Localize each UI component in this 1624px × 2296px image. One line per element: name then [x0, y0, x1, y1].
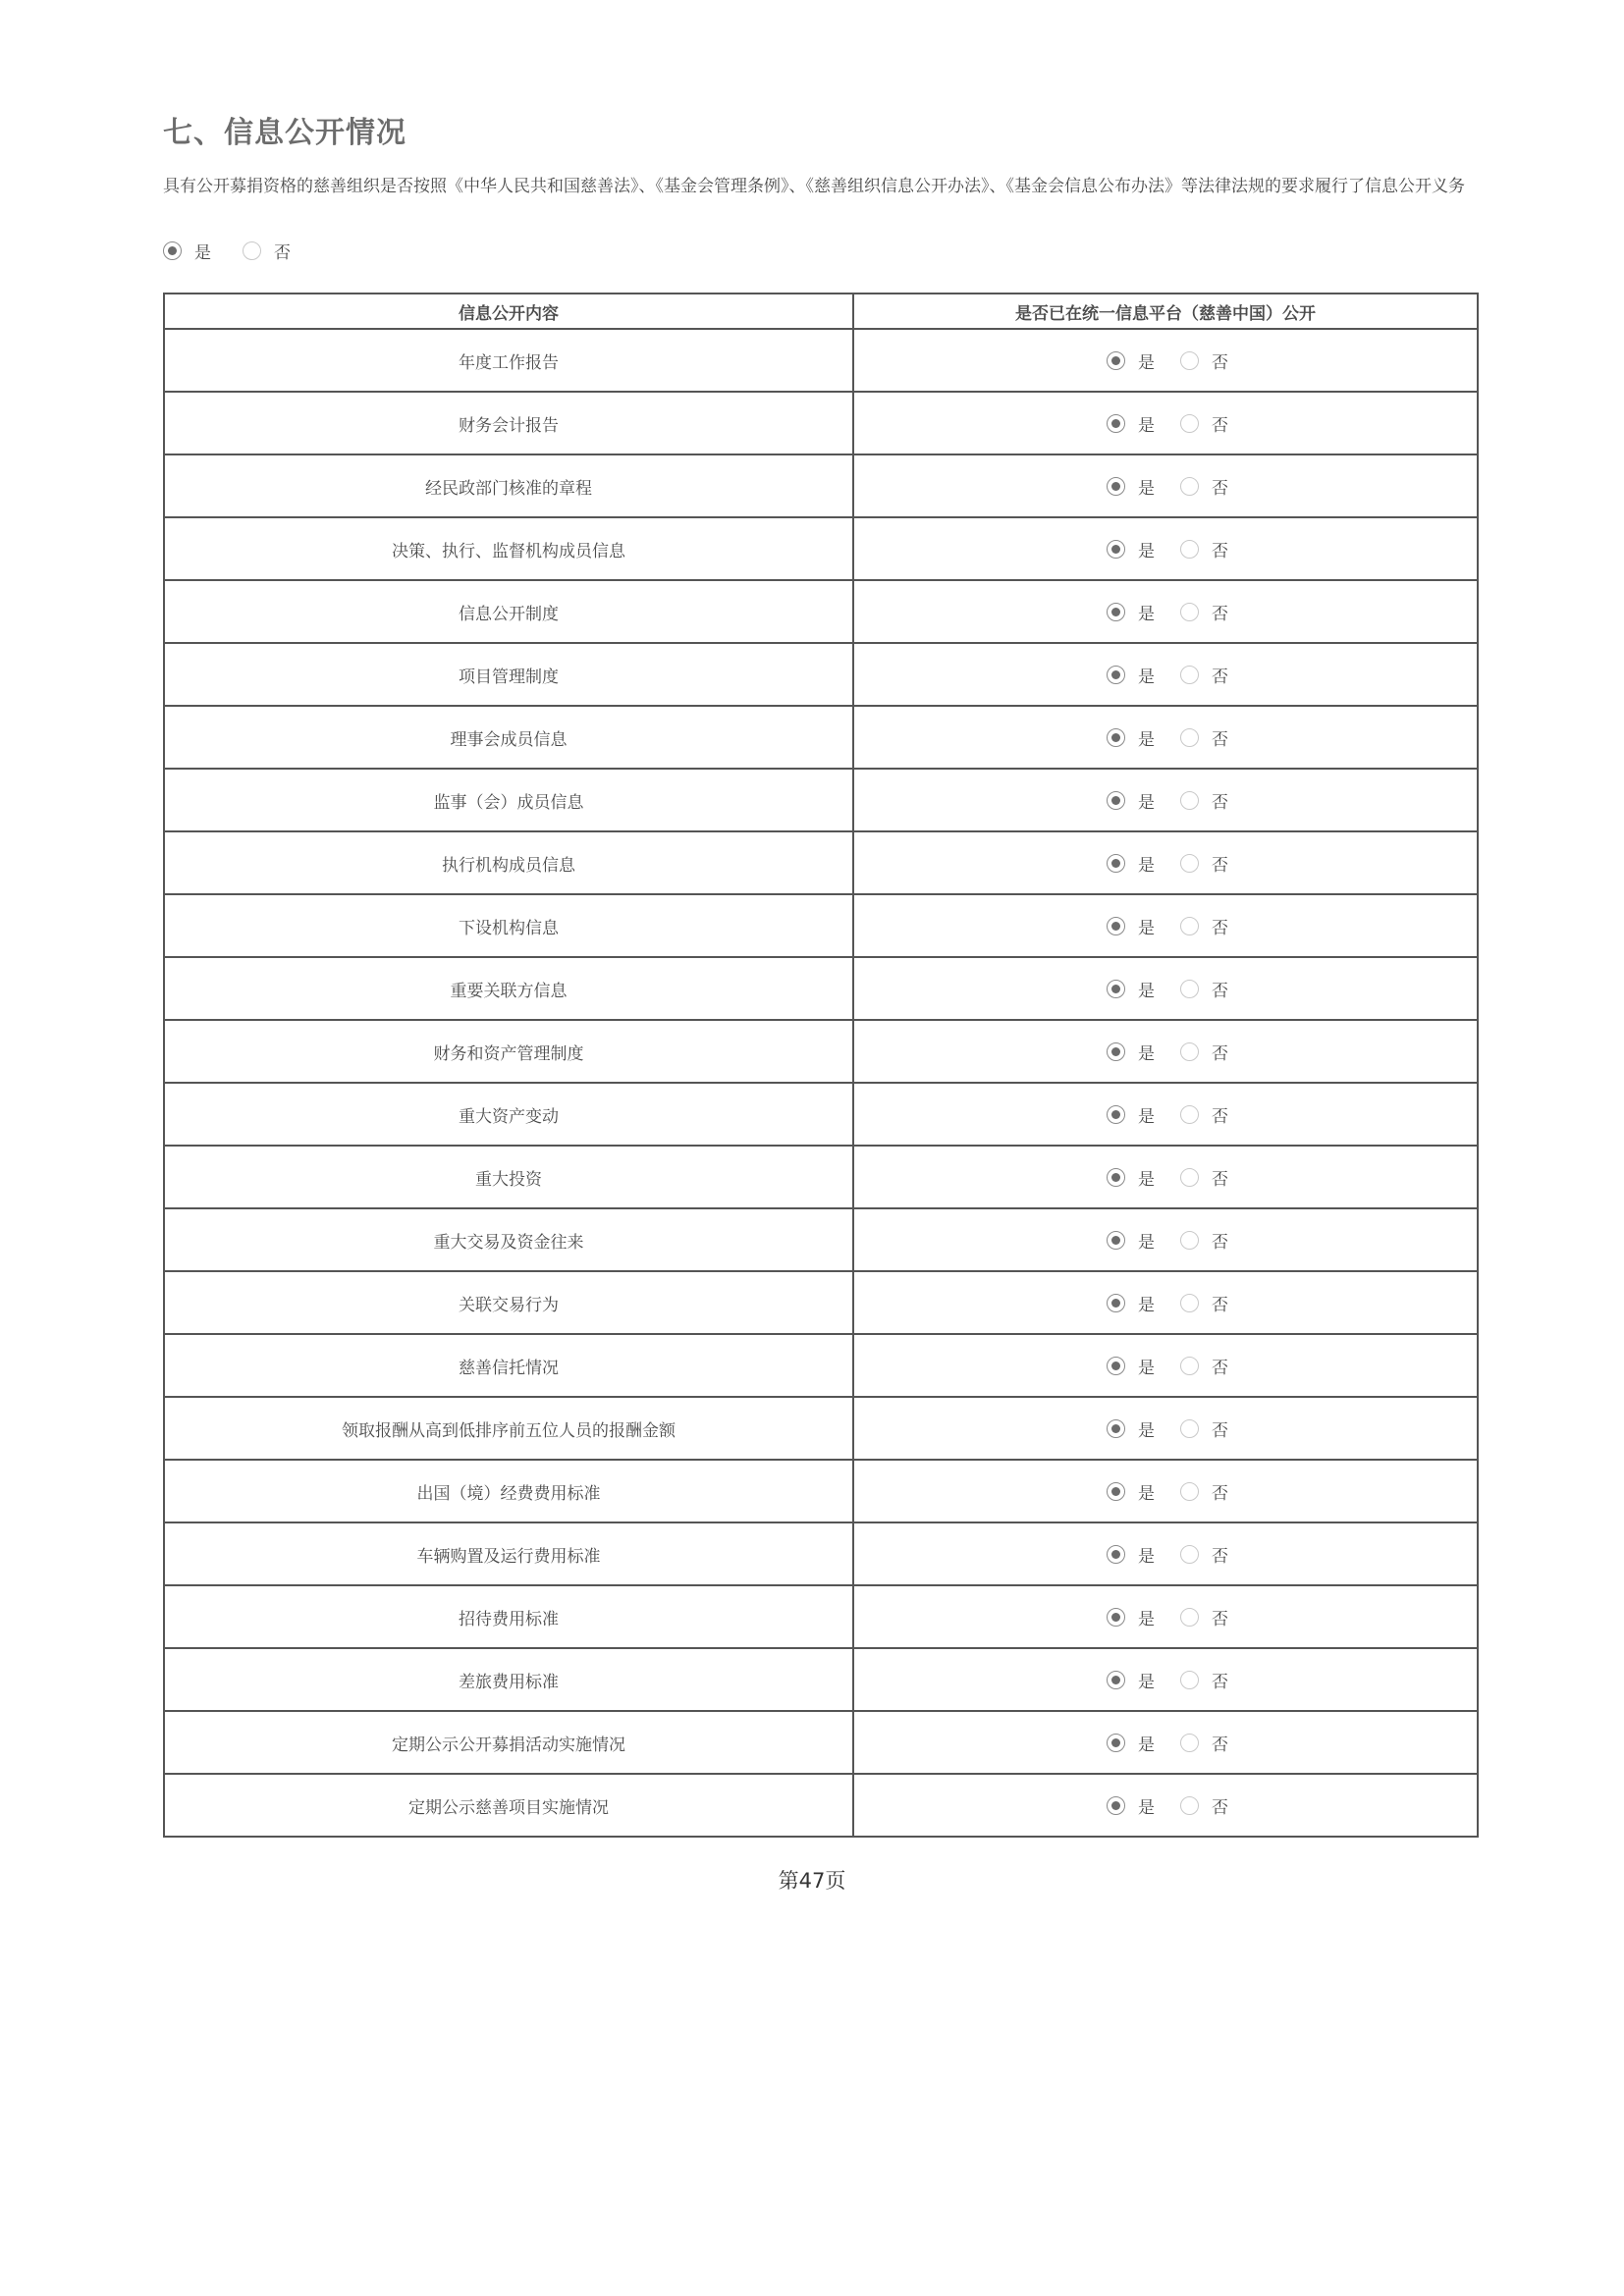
disclosure-item: 执行机构成员信息: [164, 831, 853, 894]
yes-radio[interactable]: [1107, 1796, 1125, 1815]
qualification-no-radio[interactable]: [243, 241, 261, 260]
published-radio-group: [1107, 851, 1228, 876]
no-label: 否: [1212, 1483, 1228, 1504]
disclosure-item: 招待费用标准: [164, 1585, 853, 1648]
table-row: [164, 580, 1478, 643]
yes-radio[interactable]: [1107, 1357, 1125, 1375]
yes-radio[interactable]: [1107, 1419, 1125, 1438]
published-radio-group: [1107, 1668, 1228, 1692]
published-radio-group: [1107, 1731, 1228, 1755]
table-row: [164, 1271, 1478, 1334]
radio-selected-dot: [1111, 1550, 1120, 1559]
qualification-answer-group: [163, 239, 322, 263]
no-radio[interactable]: [1180, 1796, 1199, 1815]
disclosure-item: 重大投资: [164, 1146, 853, 1208]
no-label: 否: [1212, 478, 1228, 499]
published-radio-group: [1107, 1228, 1228, 1253]
radio-selected-dot: [1111, 859, 1120, 868]
disclosure-item: 重大资产变动: [164, 1083, 853, 1146]
radio-selected-dot: [1111, 985, 1120, 993]
published-status-cell: [853, 1397, 1478, 1460]
disclosure-item: 车辆购置及运行费用标准: [164, 1522, 853, 1585]
yes-label: 是: [1138, 1672, 1155, 1692]
no-label: 否: [1212, 1546, 1228, 1567]
disclosure-item: 经民政部门核准的章程: [164, 454, 853, 517]
section-title: 七、信息公开情况: [163, 116, 406, 150]
table-row: [164, 329, 1478, 392]
radio-selected-dot: [1111, 1236, 1120, 1245]
no-radio[interactable]: [1180, 1419, 1199, 1438]
yes-label: 是: [1138, 1232, 1155, 1253]
table-row: [164, 392, 1478, 454]
disclosure-item: 下设机构信息: [164, 894, 853, 957]
published-status-cell: [853, 831, 1478, 894]
published-status-cell: [853, 454, 1478, 517]
qualification-question: 具有公开募捐资格的慈善组织是否按照《中华人民共和国慈善法》、《基金会管理条例》、《慈善组织信息公开办法》、《基金会信息公布办法》等法律法规的要求履行了信息公开义务: [163, 177, 1465, 196]
no-radio[interactable]: [1180, 477, 1199, 496]
disclosure-item: 年度工作报告: [164, 329, 853, 392]
table-row: [164, 706, 1478, 769]
yes-label: 是: [1138, 1043, 1155, 1064]
radio-selected-dot: [168, 246, 177, 255]
published-radio-group: [1107, 1165, 1228, 1190]
table-header-row: [164, 294, 1478, 329]
no-label: 否: [1212, 918, 1228, 938]
yes-radio[interactable]: [1107, 917, 1125, 935]
yes-radio[interactable]: [1107, 1105, 1125, 1124]
yes-label: 是: [1138, 792, 1155, 813]
table-row: [164, 1522, 1478, 1585]
published-status-cell: [853, 894, 1478, 957]
disclosure-item: 出国（境）经费费用标准: [164, 1460, 853, 1522]
yes-radio[interactable]: [1107, 1608, 1125, 1627]
published-status-cell: [853, 1146, 1478, 1208]
yes-radio[interactable]: [1107, 666, 1125, 684]
published-radio-group: [1107, 1605, 1228, 1629]
disclosure-item: 财务会计报告: [164, 392, 853, 454]
yes-label: 是: [1138, 1609, 1155, 1629]
no-label: 否: [1212, 1797, 1228, 1818]
radio-selected-dot: [1111, 482, 1120, 491]
table-row: [164, 1334, 1478, 1397]
published-status-cell: [853, 392, 1478, 454]
disclosure-item: 关联交易行为: [164, 1271, 853, 1334]
published-status-cell: [853, 769, 1478, 831]
yes-radio[interactable]: [1107, 854, 1125, 873]
no-radio[interactable]: [1180, 1545, 1199, 1564]
radio-selected-dot: [1111, 356, 1120, 365]
table-row: [164, 1208, 1478, 1271]
radio-selected-dot: [1111, 1676, 1120, 1684]
disclosure-item: 理事会成员信息: [164, 706, 853, 769]
table-row: [164, 517, 1478, 580]
yes-radio[interactable]: [1107, 1294, 1125, 1312]
yes-radio[interactable]: [1107, 1482, 1125, 1501]
no-label: 否: [1212, 1295, 1228, 1315]
yes-radio[interactable]: [1107, 414, 1125, 433]
disclosure-item: 定期公示慈善项目实施情况: [164, 1774, 853, 1837]
no-radio[interactable]: [1180, 1608, 1199, 1627]
yes-label: 是: [1138, 729, 1155, 750]
yes-label: 是: [1138, 667, 1155, 687]
published-status-cell: [853, 580, 1478, 643]
radio-selected-dot: [1111, 1487, 1120, 1496]
yes-label: 是: [1138, 1169, 1155, 1190]
no-radio[interactable]: [1180, 791, 1199, 810]
disclosure-item: 重大交易及资金往来: [164, 1208, 853, 1271]
yes-radio[interactable]: [1107, 1168, 1125, 1187]
radio-selected-dot: [1111, 1047, 1120, 1056]
radio-selected-dot: [1111, 1362, 1120, 1370]
yes-label: 是: [1138, 1735, 1155, 1755]
yes-radio[interactable]: [1107, 1545, 1125, 1564]
radio-selected-dot: [1111, 1424, 1120, 1433]
radio-selected-dot: [1111, 1299, 1120, 1308]
published-status-cell: [853, 957, 1478, 1020]
qualification-yes-label: 是: [194, 243, 211, 263]
published-radio-group: [1107, 977, 1228, 1001]
disclosure-item: 领取报酬从高到低排序前五位人员的报酬金额: [164, 1397, 853, 1460]
published-radio-group: [1107, 1416, 1228, 1441]
published-radio-group: [1107, 1040, 1228, 1064]
table-row: [164, 957, 1478, 1020]
no-radio[interactable]: [1180, 540, 1199, 559]
yes-radio[interactable]: [1107, 728, 1125, 747]
no-radio[interactable]: [1180, 1231, 1199, 1250]
published-status-cell: [853, 1585, 1478, 1648]
published-radio-group: [1107, 348, 1228, 373]
no-radio[interactable]: [1180, 414, 1199, 433]
table-body: [164, 329, 1478, 1837]
qualification-no-label: 否: [274, 243, 291, 263]
yes-label: 是: [1138, 541, 1155, 561]
published-radio-group: [1107, 788, 1228, 813]
published-radio-group: [1107, 474, 1228, 499]
published-status-cell: [853, 706, 1478, 769]
yes-label: 是: [1138, 1420, 1155, 1441]
published-radio-group: [1107, 1793, 1228, 1818]
no-label: 否: [1212, 855, 1228, 876]
published-status-cell: [853, 1460, 1478, 1522]
yes-label: 是: [1138, 352, 1155, 373]
yes-radio[interactable]: [1107, 980, 1125, 998]
table-row: [164, 454, 1478, 517]
radio-selected-dot: [1111, 608, 1120, 616]
table-row: [164, 1083, 1478, 1146]
no-radio[interactable]: [1180, 666, 1199, 684]
yes-label: 是: [1138, 1797, 1155, 1818]
no-label: 否: [1212, 415, 1228, 436]
published-status-cell: [853, 1711, 1478, 1774]
no-radio[interactable]: [1180, 1294, 1199, 1312]
published-radio-group: [1107, 663, 1228, 687]
yes-radio[interactable]: [1107, 1671, 1125, 1689]
no-radio[interactable]: [1180, 1105, 1199, 1124]
header-content: 信息公开内容: [164, 294, 853, 329]
no-radio[interactable]: [1180, 1482, 1199, 1501]
no-label: 否: [1212, 352, 1228, 373]
published-radio-group: [1107, 725, 1228, 750]
published-status-cell: [853, 1774, 1478, 1837]
published-status-cell: [853, 1522, 1478, 1585]
no-radio[interactable]: [1180, 1357, 1199, 1375]
published-radio-group: [1107, 1479, 1228, 1504]
yes-label: 是: [1138, 855, 1155, 876]
no-radio[interactable]: [1180, 854, 1199, 873]
yes-label: 是: [1138, 604, 1155, 624]
yes-label: 是: [1138, 981, 1155, 1001]
yes-radio[interactable]: [1107, 791, 1125, 810]
no-label: 否: [1212, 541, 1228, 561]
published-status-cell: [853, 1648, 1478, 1711]
disclosure-item: 决策、执行、监督机构成员信息: [164, 517, 853, 580]
radio-selected-dot: [1111, 796, 1120, 805]
yes-radio[interactable]: [1107, 477, 1125, 496]
no-label: 否: [1212, 1735, 1228, 1755]
yes-label: 是: [1138, 1546, 1155, 1567]
radio-selected-dot: [1111, 1110, 1120, 1119]
disclosure-item: 定期公示公开募捐活动实施情况: [164, 1711, 853, 1774]
yes-label: 是: [1138, 1106, 1155, 1127]
disclosure-table: [163, 293, 1479, 1838]
table-row: [164, 1774, 1478, 1837]
published-status-cell: [853, 643, 1478, 706]
published-status-cell: [853, 517, 1478, 580]
no-label: 否: [1212, 981, 1228, 1001]
no-radio[interactable]: [1180, 980, 1199, 998]
no-label: 否: [1212, 1106, 1228, 1127]
table-row: [164, 1711, 1478, 1774]
published-radio-group: [1107, 411, 1228, 436]
radio-selected-dot: [1111, 733, 1120, 742]
no-radio[interactable]: [1180, 603, 1199, 621]
published-status-cell: [853, 329, 1478, 392]
published-status-cell: [853, 1271, 1478, 1334]
published-radio-group: [1107, 537, 1228, 561]
yes-radio[interactable]: [1107, 1734, 1125, 1752]
radio-selected-dot: [1111, 1738, 1120, 1747]
published-status-cell: [853, 1208, 1478, 1271]
table-row: [164, 894, 1478, 957]
yes-label: 是: [1138, 415, 1155, 436]
radio-selected-dot: [1111, 1613, 1120, 1622]
radio-selected-dot: [1111, 922, 1120, 931]
radio-selected-dot: [1111, 1801, 1120, 1810]
published-radio-group: [1107, 1102, 1228, 1127]
yes-radio[interactable]: [1107, 1231, 1125, 1250]
table-row: [164, 1585, 1478, 1648]
no-radio[interactable]: [1180, 1042, 1199, 1061]
no-label: 否: [1212, 1358, 1228, 1378]
yes-label: 是: [1138, 478, 1155, 499]
table-row: [164, 1020, 1478, 1083]
table-row: [164, 1397, 1478, 1460]
yes-label: 是: [1138, 1358, 1155, 1378]
radio-selected-dot: [1111, 419, 1120, 428]
radio-selected-dot: [1111, 545, 1120, 554]
no-label: 否: [1212, 1609, 1228, 1629]
no-radio[interactable]: [1180, 917, 1199, 935]
published-radio-group: [1107, 1291, 1228, 1315]
disclosure-item: 项目管理制度: [164, 643, 853, 706]
published-status-cell: [853, 1083, 1478, 1146]
table-row: [164, 769, 1478, 831]
published-status-cell: [853, 1334, 1478, 1397]
published-radio-group: [1107, 1542, 1228, 1567]
no-label: 否: [1212, 1232, 1228, 1253]
radio-selected-dot: [1111, 670, 1120, 679]
no-label: 否: [1212, 667, 1228, 687]
no-radio[interactable]: [1180, 1671, 1199, 1689]
no-label: 否: [1212, 1420, 1228, 1441]
no-label: 否: [1212, 1672, 1228, 1692]
yes-radio[interactable]: [1107, 351, 1125, 370]
table-row: [164, 831, 1478, 894]
no-label: 否: [1212, 792, 1228, 813]
yes-label: 是: [1138, 918, 1155, 938]
yes-radio[interactable]: [1107, 1042, 1125, 1061]
radio-selected-dot: [1111, 1173, 1120, 1182]
yes-radio[interactable]: [1107, 603, 1125, 621]
no-label: 否: [1212, 604, 1228, 624]
published-status-cell: [853, 1020, 1478, 1083]
table-row: [164, 1460, 1478, 1522]
table-row: [164, 1648, 1478, 1711]
published-radio-group: [1107, 1354, 1228, 1378]
no-radio[interactable]: [1180, 728, 1199, 747]
yes-label: 是: [1138, 1483, 1155, 1504]
disclosure-item: 信息公开制度: [164, 580, 853, 643]
disclosure-item: 财务和资产管理制度: [164, 1020, 853, 1083]
yes-label: 是: [1138, 1295, 1155, 1315]
published-radio-group: [1107, 600, 1228, 624]
page-number: 第47页: [778, 1869, 846, 1893]
yes-radio[interactable]: [1107, 540, 1125, 559]
no-label: 否: [1212, 1169, 1228, 1190]
table-row: [164, 643, 1478, 706]
no-label: 否: [1212, 729, 1228, 750]
no-radio[interactable]: [1180, 351, 1199, 370]
disclosure-item: 监事（会）成员信息: [164, 769, 853, 831]
header-published: 是否已在统一信息平台（慈善中国）公开: [853, 294, 1478, 329]
no-radio[interactable]: [1180, 1168, 1199, 1187]
disclosure-item: 差旅费用标准: [164, 1648, 853, 1711]
no-radio[interactable]: [1180, 1734, 1199, 1752]
qualification-yes-radio[interactable]: [163, 241, 182, 260]
disclosure-item: 重要关联方信息: [164, 957, 853, 1020]
no-label: 否: [1212, 1043, 1228, 1064]
disclosure-item: 慈善信托情况: [164, 1334, 853, 1397]
published-radio-group: [1107, 914, 1228, 938]
table-row: [164, 1146, 1478, 1208]
